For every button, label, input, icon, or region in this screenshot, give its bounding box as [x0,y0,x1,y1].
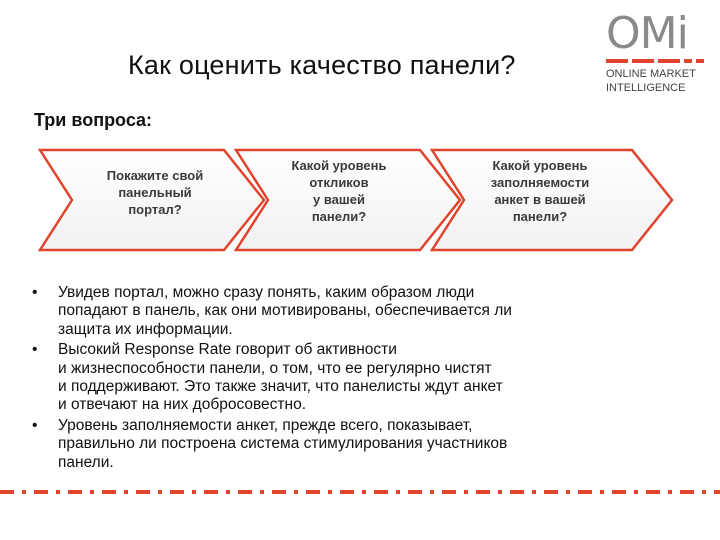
footer-dash-segment [612,490,626,494]
logo-mark: OMi [606,8,688,59]
flow-step-1-text: Покажите свой панельный портал? [106,168,204,217]
slide-title: Как оценить качество панели? [128,50,516,80]
slide-subtitle: Три вопроса: [34,110,153,130]
footer-dash-segment [408,490,422,494]
footer-dash-segment [578,490,592,494]
omi-logo [604,8,708,96]
footer-dash-segment [124,490,128,494]
process-flow [36,145,676,255]
footer-dash-segment [238,490,252,494]
footer-dash-segment [646,490,660,494]
footer-dash-segment [340,490,354,494]
footer-dash-segment [634,490,638,494]
bullet-marker: • [32,341,38,359]
footer-dash-segment [680,490,694,494]
footer-dash-segment [532,490,536,494]
footer-dash-segment [476,490,490,494]
footer-dash-segment [328,490,332,494]
footer-dash-segment [702,490,706,494]
footer-dash-segment [272,490,286,494]
footer-dash-segment [464,490,468,494]
footer-dash-segment [294,490,298,494]
footer-dash-segment [226,490,230,494]
footer-dash-segment [600,490,604,494]
footer-dash-segment [192,490,196,494]
footer-dash-segment [442,490,456,494]
footer-dashed-line [0,488,720,496]
footer-dash-segment [566,490,570,494]
footer-dash-segment [68,490,82,494]
footer-dash-segment [306,490,320,494]
footer-dash-segment [102,490,116,494]
footer-dash-segment [136,490,150,494]
footer-dash-segment [56,490,60,494]
bullet-item: • Высокий Response Rate говорит об активности и жизнеспособности панели, о том, что ее регулярно чистят и поддерживают. Это также значит, что панелисты ждут анкет и отвечают на них добросовестно. [32,341,503,414]
footer-dash-segment [510,490,524,494]
footer-dash-segment [260,490,264,494]
footer-dash-segment [362,490,366,494]
bullet-list [32,284,682,474]
flow-step-2-text: Какой уровень откликов у вашей панели? [291,158,387,224]
footer-dash-segment [34,490,48,494]
footer-dash-segment [498,490,502,494]
bullet-marker: • [32,284,38,301]
logo-line-2: INTELLIGENCE [606,82,686,94]
footer-dash-segment [158,490,162,494]
bullet-item: • Уровень заполняемости анкет, прежде всего, показывает, правильно ли построена система стимулирования участников панели. [32,416,508,471]
flow-step-3-text: Какой уровень заполняемости анкет в вашей панели? [490,158,590,224]
footer-dash-segment [544,490,558,494]
footer-dash-segment [430,490,434,494]
footer-dash-segment [396,490,400,494]
footer-dash-segment [22,490,26,494]
footer-dash-segment [0,490,14,494]
footer-dash-segment [204,490,218,494]
footer-dash-segment [90,490,94,494]
footer-dash-segment [668,490,672,494]
footer-dash-segment [714,490,720,494]
logo-line-1: ONLINE MARKET [606,68,696,80]
logo-dash-line [606,58,706,64]
footer-dash-segment [170,490,184,494]
bullet-marker: • [32,416,38,434]
bullet-item: • Увидев портал, можно сразу понять, каким образом люди попадают в панель, как они мотивированы, обеспечивается ли защита их информации. [32,284,512,338]
footer-dash-segment [374,490,388,494]
